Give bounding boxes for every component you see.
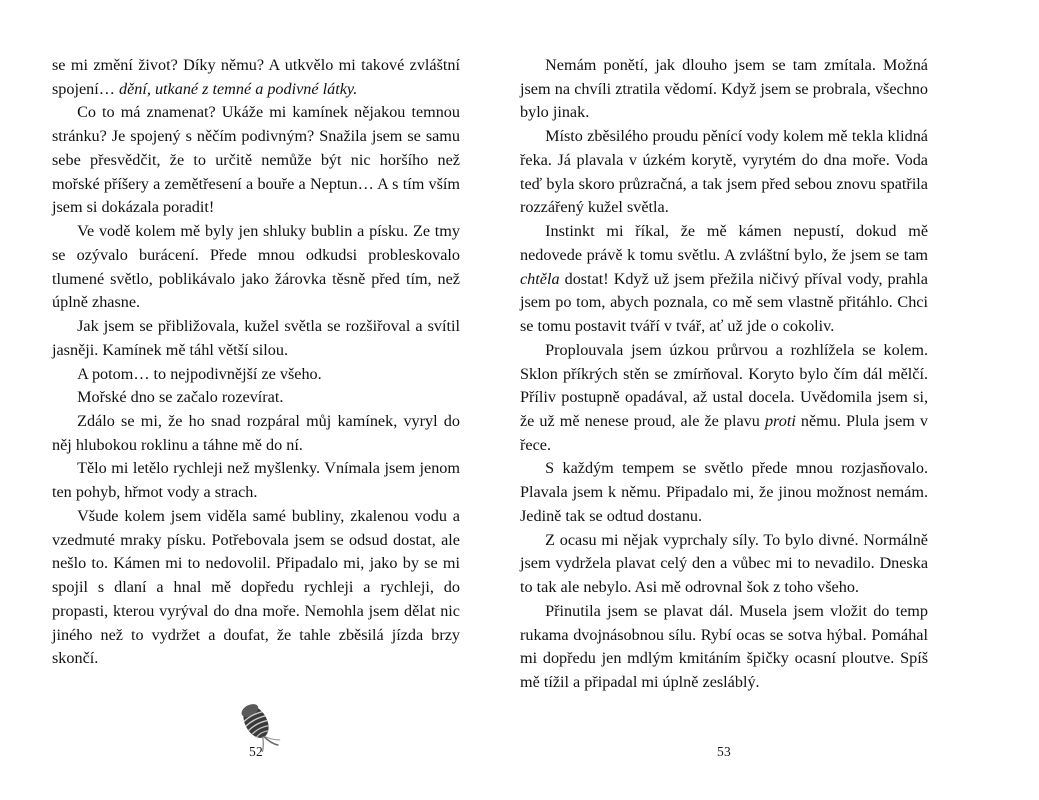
paragraph: Instinkt mi říkal, že mě kámen nepustí, dokud mě nedovede právě k tomu světlu. A zvláštní bylo, že jsem se tam chtěla dostat! Když už jsem přežila ničivý příval vody, prahla jsem po tom, abych poznala, co mě sem vlastně přitáhlo. Chci se tomu postavit tváří v tvář, ať už jde o cokoliv. (520, 222, 928, 336)
paragraph: Přinutila jsem se plavat dál. Musela jsem vložit do temp rukama dvojnásobnou sílu. Rybí ocas se sotva hýbal. Pomáhal mi dopředu jen mdlým kmitáním špičky ocasní ploutve. Spíš mě tížil a připadal mi úplně zesláblý. (520, 601, 928, 692)
paragraph: Všude kolem jsem viděla samé bubliny, zkalenou vodu a vzedmuté mraky písku. Potřebovala jsem se odsud dostat, ale nešlo to. Kámen mi to nedovolil. Připadalo mi, jako by se mi spojil s dlaní a hnal mě dopředu rychleji a rychleji, do propasti, kterou vyrýval do dna moře. Nemohla jsem dělat nic jiného než to vydržet a doufat, že tahle zběsilá jízda brzy skončí. (52, 506, 460, 668)
paragraph: Zdálo se mi, že ho snad rozpáral můj kamínek, vyryl do něj hlubokou roklinu a táhne mě do ní. (52, 412, 460, 454)
paragraph: Proplouvala jsem úzkou průrvou a rozhlížela se kolem. Sklon příkrých stěn se zmírňoval. Koryto bylo čím dál mělčí. Příliv postupně opadával, až ustal docela. Uvědomila jsem si, že už mě nenese proud, ale že plavu proti němu. Plula jsem v řece. (520, 340, 929, 454)
paragraph: Co to má znamenat? Ukáže mi kamínek nějakou temnou stránku? Je spojený s něčím podivným? Snažila jsem se samu sebe přesvědčit, že to určitě nemůže být nic horšího než mořské příšery a zemětřesení a bouře a Neptun… A s tím vším jsem si dokázala poradit! (52, 103, 460, 217)
paragraph: Mořské dno se začalo rozevírat. (77, 388, 284, 407)
paragraph: se mi změní život? Díky němu? A utkvělo mi takové zvláštní spojení… dění, utkané z temné a podivné látky. (52, 56, 460, 98)
right-page-text (520, 54, 928, 695)
paragraph: S každým tempem se světlo přede mnou rozjasňovalo. Plavala jsem k němu. Připadalo mi, že jinou možnost nemám. Jedině tak se odtud dostanu. (520, 459, 928, 525)
emphasis-text: chtěla (520, 269, 560, 288)
paragraph: A potom… to nejpodivnější ze všeho. (77, 364, 322, 383)
left-page-text (52, 54, 460, 671)
paragraph: Z ocasu mi nějak vyprchaly síly. To bylo divné. Normálně jsem vydržela plavat celý den a vůbec mi to nevadilo. Dneska to tak ale nebylo. Asi mě odrovnal šok z toho všeho. (520, 530, 928, 597)
emphasis-text: proti (764, 412, 796, 431)
paragraph: Ve vodě kolem mě byly jen shluky bublin a písku. Ze tmy se ozývalo burácení. Přede mnou odkudsi probleskovalo tlumené světlo, poblikávalo jako žárovka těsně před tím, než úplně zhasne. (52, 222, 460, 312)
left-page (52, 54, 460, 784)
right-page (520, 54, 928, 784)
paragraph: Nemám ponětí, jak dlouho jsem se tam zmítala. Možná jsem na chvíli ztratila vědomí. Když jsem se probrala, všechno bylo jinak. (520, 56, 928, 122)
paragraph: Místo zběsilého proudu pěnící vody kolem mě tekla klidná řeka. Já plavala v úzkém korytě, vyrytém do dna moře. Voda teď byla skoro průzračná, a tak jsem před sebou znovu spatřila rozzářený kužel světla. (520, 127, 928, 217)
paragraph: Tělo mi letělo rychleji než myšlenky. Vnímala jsem jenom ten pohyb, hřmot vody a strach. (52, 459, 460, 502)
page-number: 52 (248, 744, 264, 759)
emphasis-text: dění, utkané z temné a podivné látky. (119, 79, 358, 98)
page-number: 53 (716, 744, 732, 759)
paragraph: Jak jsem se přibližovala, kužel světla se rozšiřoval a svítil jasněji. Kamínek mě táhl větší silou. (52, 317, 460, 359)
